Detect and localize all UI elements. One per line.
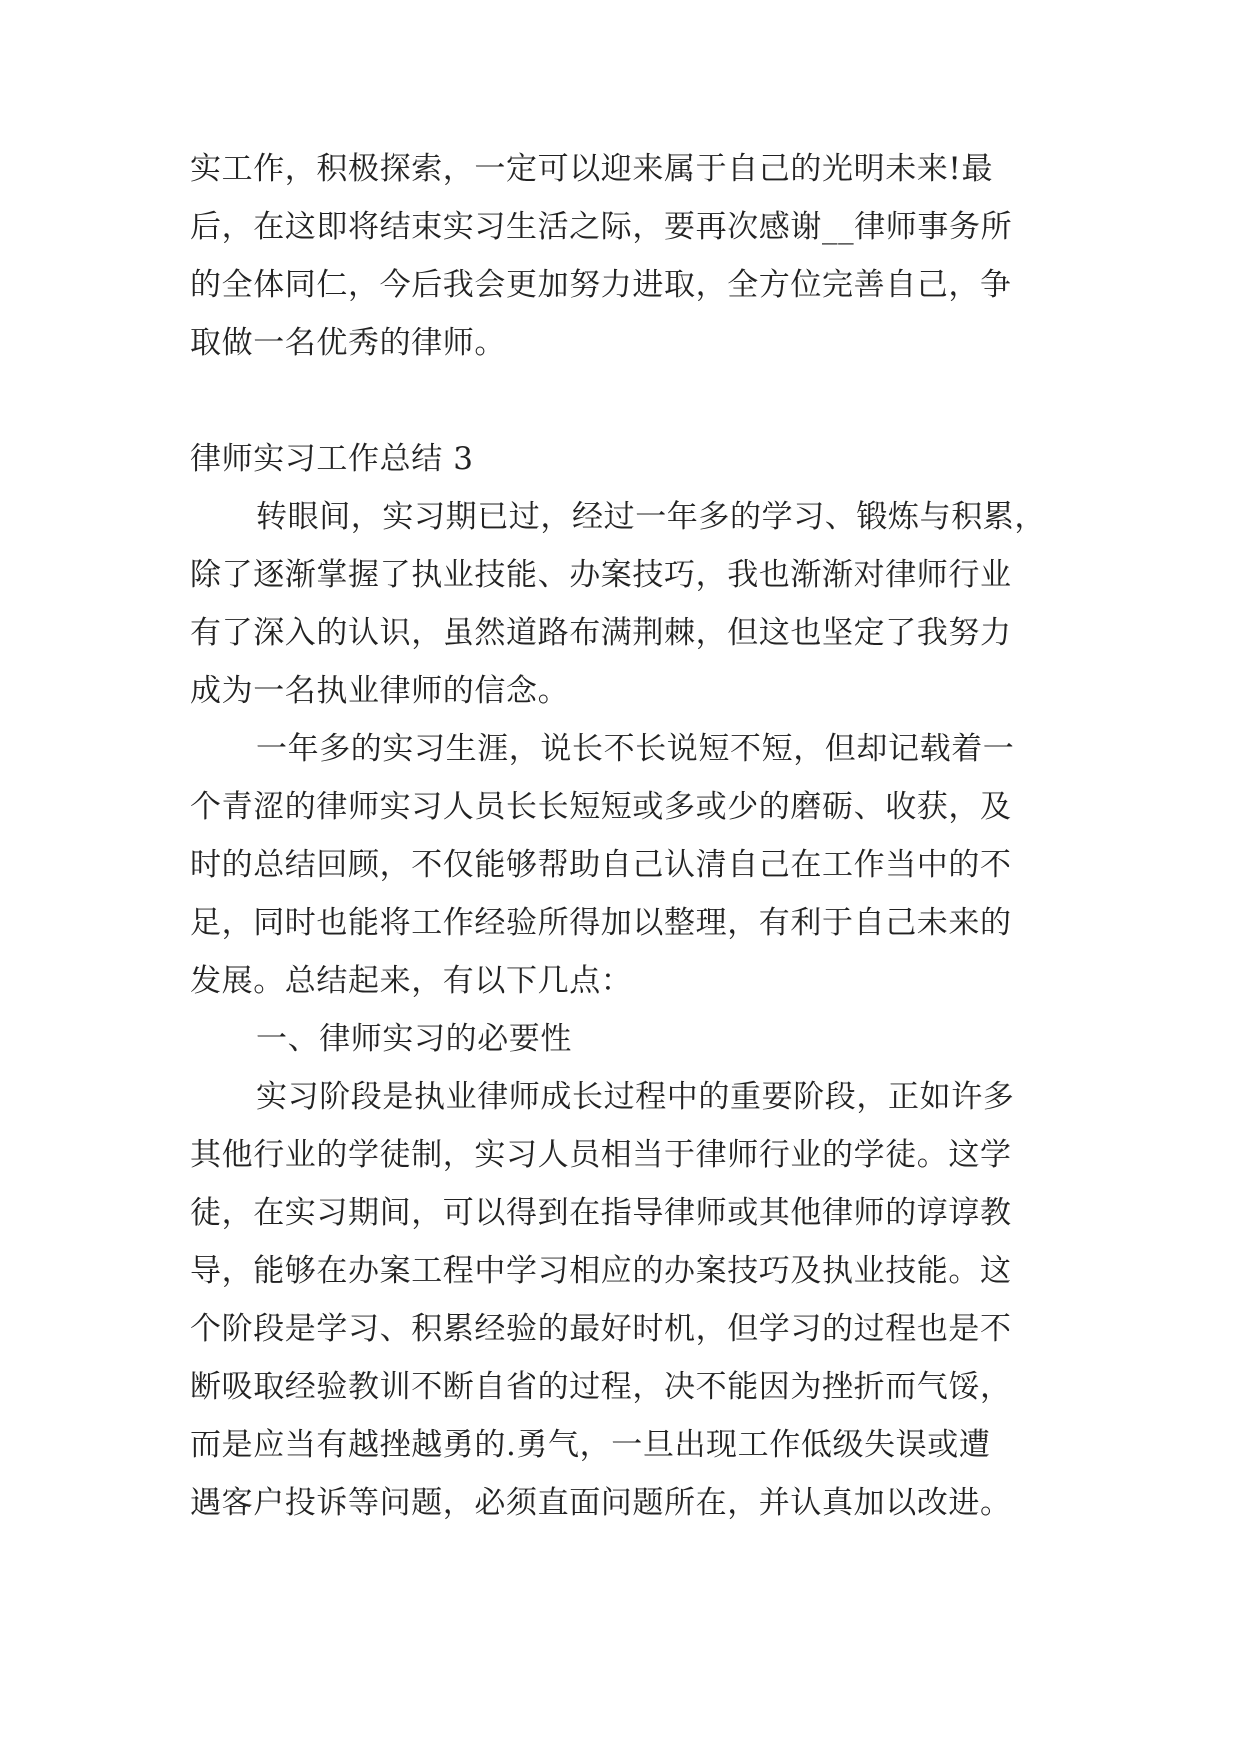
text-line: 个阶段是学习、积累经验的最好时机，但学习的过程也是不 [190, 1311, 1012, 1347]
text-line: 断吸取经验教训不断自省的过程，决不能因为挫折而气馁， [190, 1369, 1012, 1405]
blank-line [190, 372, 1070, 430]
subheading: 一、律师实习的必要性 [256, 1021, 572, 1057]
text-line: 有了深入的认识，虽然道路布满荆棘，但这也坚定了我努力 [190, 615, 1012, 651]
text-line: 个青涩的律师实习人员长长短短或多或少的磨砺、收获，及 [190, 789, 1012, 825]
document-body [190, 140, 1070, 1532]
paragraph-first-line: 实习阶段是执业律师成长过程中的重要阶段，正如许多 [256, 1079, 1015, 1115]
text-line: 遇客户投诉等问题，必须直面问题所在，并认真加以改进。 [190, 1485, 1012, 1521]
paragraph-first-line: 一年多的实习生涯，说长不长说短不短，但却记载着一 [256, 731, 1015, 767]
text-line: 后，在这即将结束实习生活之际，要再次感谢__律师事务所 [190, 209, 1013, 245]
text-line: 成为一名执业律师的信念。 [190, 673, 570, 709]
text-line: 徒，在实习期间，可以得到在指导律师或其他律师的谆谆教 [190, 1195, 1012, 1231]
text-line: 发展。总结起来，有以下几点： [190, 963, 633, 999]
text-line: 除了逐渐掌握了执业技能、办案技巧，我也渐渐对律师行业 [190, 557, 1012, 593]
text-line: 足，同时也能将工作经验所得加以整理，有利于自己未来的 [190, 905, 1012, 941]
text-line: 取做一名优秀的律师。 [190, 325, 506, 361]
text-line: 时的总结回顾，不仅能够帮助自己认清自己在工作当中的不 [190, 847, 1012, 883]
text-line: 导，能够在办案工程中学习相应的办案技巧及执业技能。这 [190, 1253, 1012, 1289]
text-line: 其他行业的学徒制，实习人员相当于律师行业的学徒。这学 [190, 1137, 1012, 1173]
paragraph-first-line: 转眼间，实习期已过，经过一年多的学习、锻炼与积累， [256, 499, 1046, 535]
text-line: 而是应当有越挫越勇的.勇气，一旦出现工作低级失误或遭 [190, 1427, 991, 1463]
text-line: 实工作，积极探索，一定可以迎来属于自己的光明未来!最 [190, 151, 994, 187]
section-heading: 律师实习工作总结 3 [190, 441, 474, 477]
text-line: 的全体同仁，今后我会更加努力进取，全方位完善自己，争 [190, 267, 1012, 303]
